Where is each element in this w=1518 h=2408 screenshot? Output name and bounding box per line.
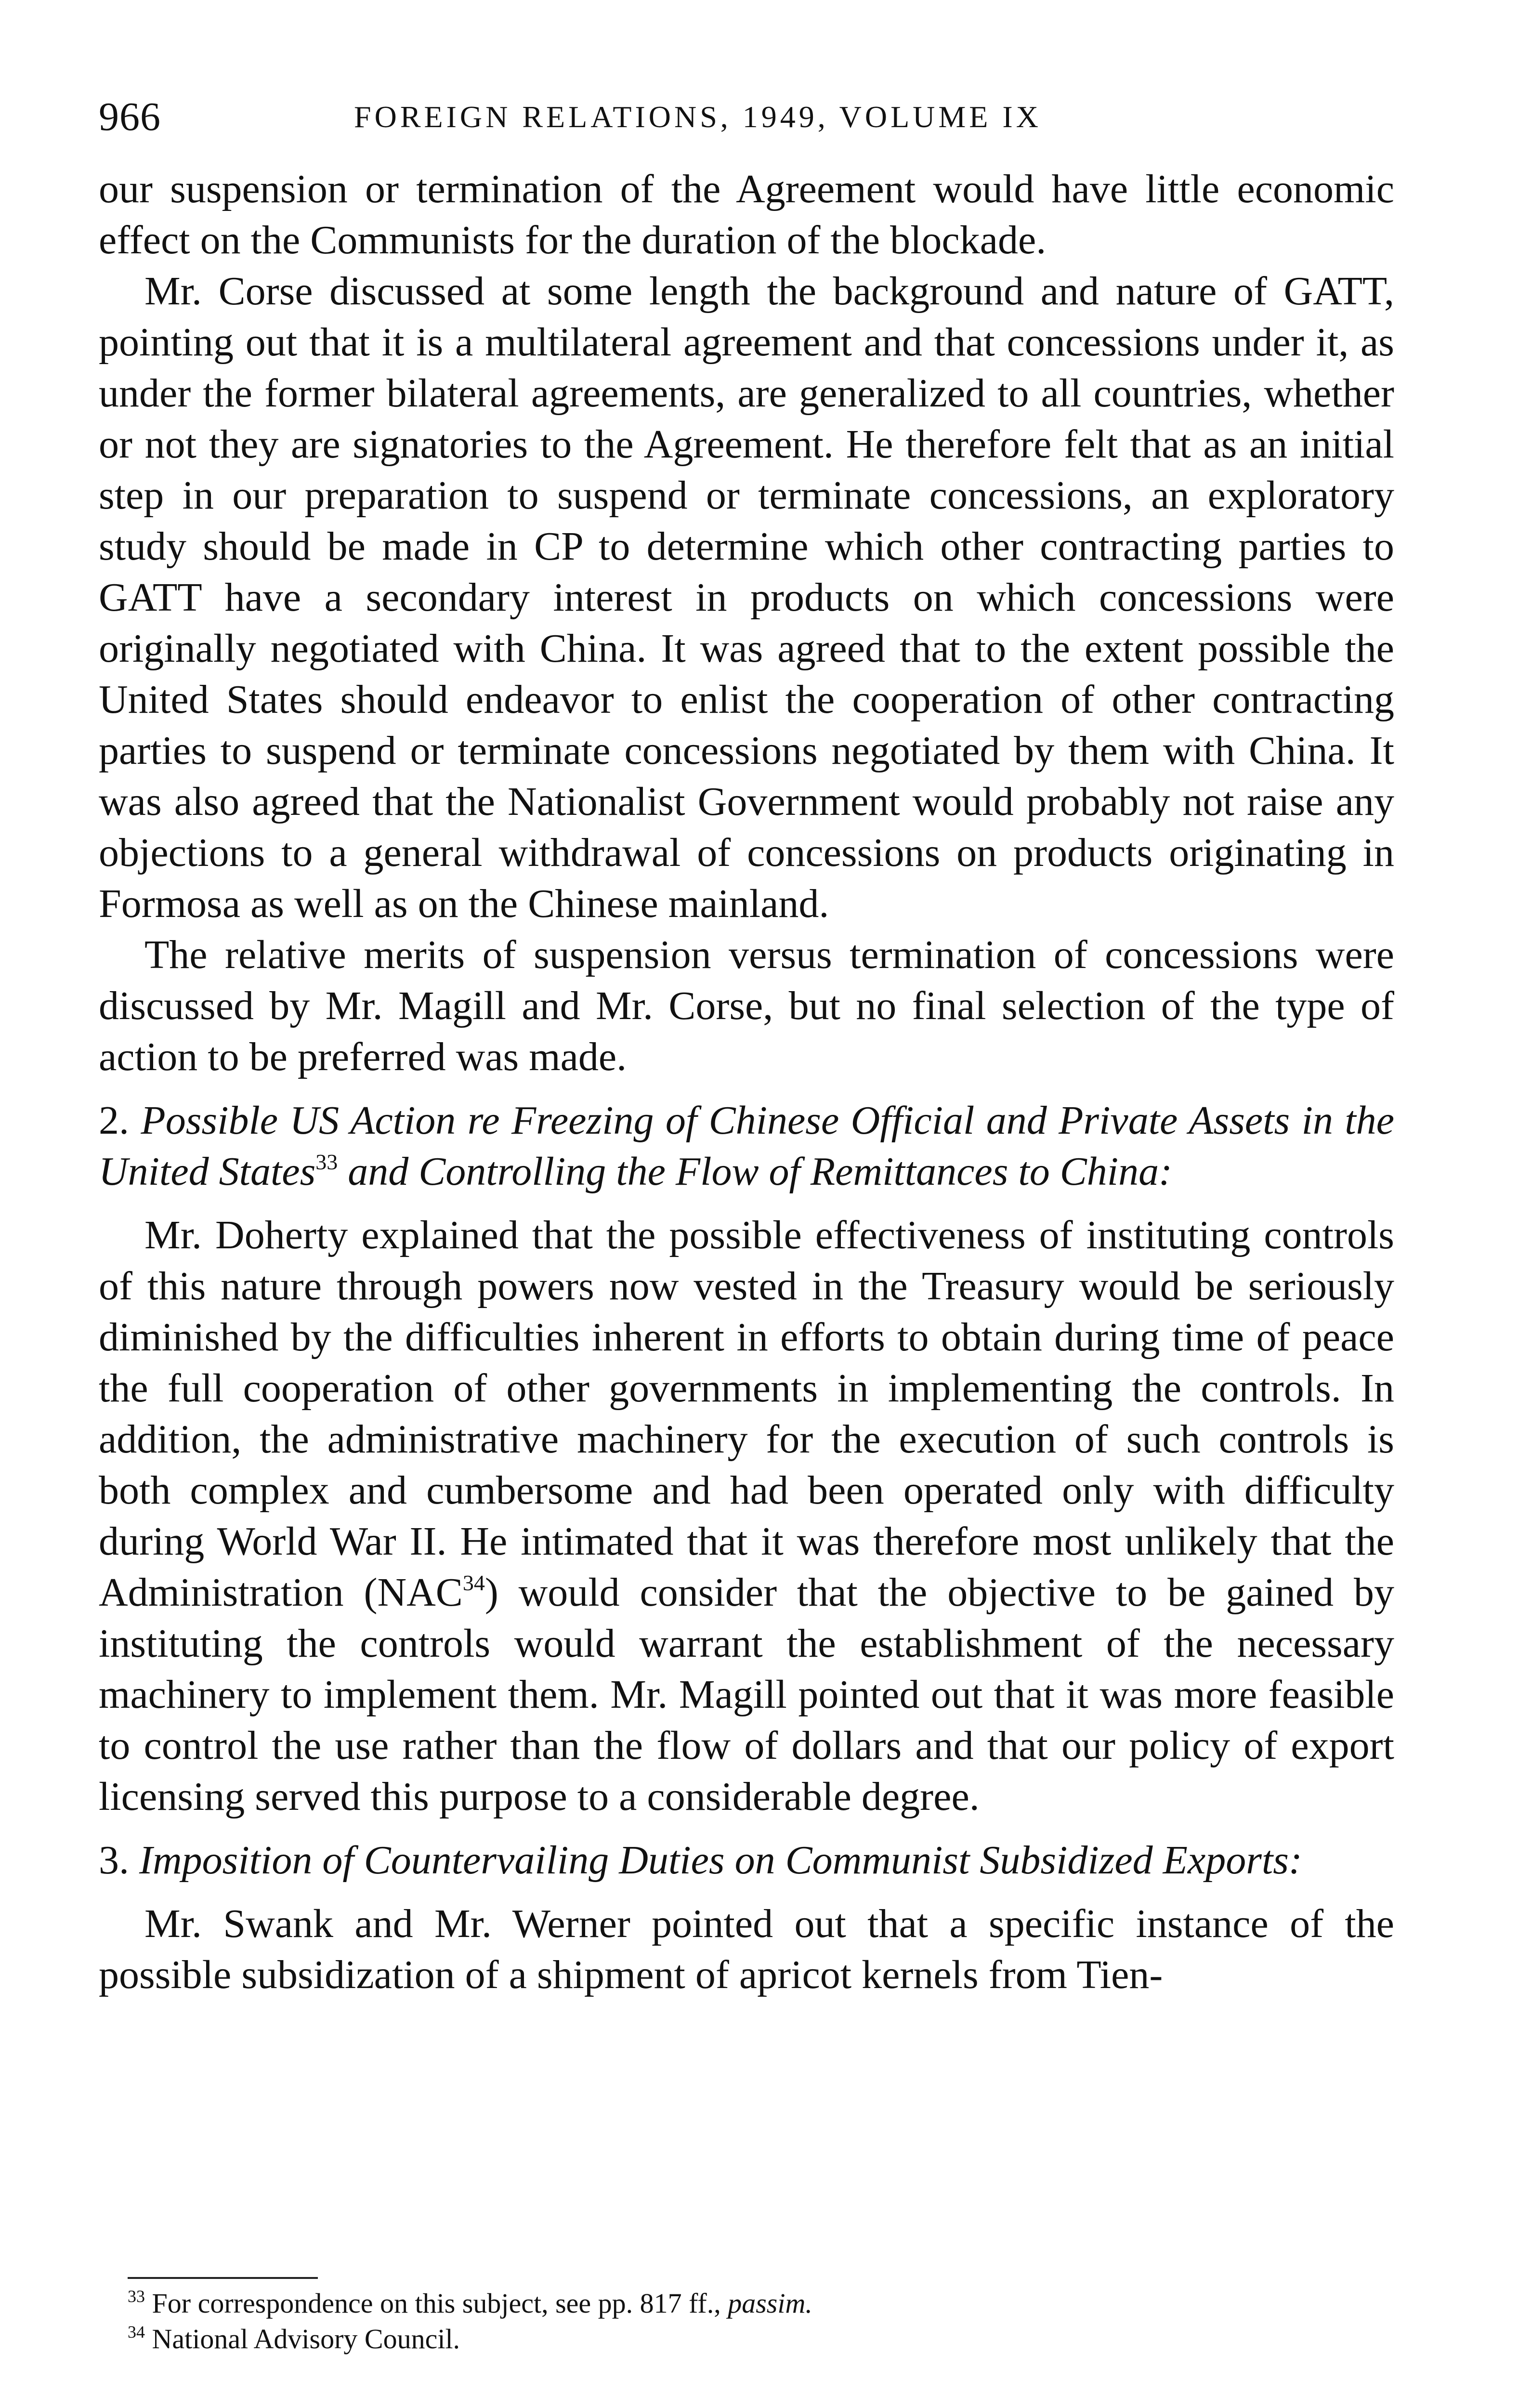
paragraph-suspension-merits: The relative merits of suspension versus termination of concessions were discussed by Mr. Magill and Mr. Corse, but no final selection of the type of action to be preferred was made. [99,932,1394,1079]
paragraph-swank-werner: Mr. Swank and Mr. Werner pointed out that a specific instance of the possible subsidization of a shipment of apricot kernels from Tien- [99,1901,1394,1997]
footnote-marker: 33 [128,2287,145,2306]
section-number: 2. [99,1098,129,1143]
paragraph-doherty [99,1210,1394,1822]
section-title-part-b: and Controlling the Flow of Remittances to China: [348,1149,1173,1194]
body-text [99,164,1394,2001]
paragraph-doherty-part-a: Mr. Doherty explained that the possible effectiveness of instituting controls of this nature through powers now vested in the Treasury would be seriously diminished by the difficulties inherent in efforts to obtain during time of peace the full cooperation of other governments in implementing the controls. In addition, the administrative machinery for the execution of such controls is both complex and cumbersome and had been operated only with difficulty during World War II. He intimated that it was therefore most unlikely that the Administration (NAC [99,1213,1394,1615]
paragraph-doherty-part-b: ) would consider that the objective to be gained by instituting the controls would warrant the establishment of the necessary machinery to implement them. Mr. Magill pointed out that it was more feasible to control the use rather than the flow of dollars and that our policy of export licensing served this purpose to a considerable degree. [99,1570,1394,1819]
section-number: 3. [99,1838,129,1883]
section-title-part-a: Possible US Action re Freezing of Chinese Official and Private Assets in the United States [99,1098,1395,1194]
footnote-divider [128,2277,318,2279]
running-title: FOREIGN RELATIONS, 1949, VOLUME IX [354,100,1042,134]
footnote-ref-34: 34 [462,1570,485,1595]
footnote-ref-33: 33 [315,1150,338,1174]
footnote-text: For correspondence on this subject, see pp. 817 ff., [152,2288,721,2319]
section-heading-2 [99,1095,1394,1197]
footnotes [128,2286,1380,2357]
page-number: 966 [99,94,161,139]
footnote-italic-text: passim. [728,2288,812,2319]
running-head [99,91,1394,144]
paragraph-continuation: our suspension or termination of the Agreement would have little economic effect on the Communists for the duration of the blockade. [99,167,1394,262]
section-title: Imposition of Countervailing Duties on Communist Subsidized Exports: [139,1838,1302,1883]
paragraph-gatt-discussion: Mr. Corse discussed at some length the background and nature of GATT, pointing out that it is a multilateral agreement and that concessions under it, as under the former bilateral agreements, are generalized to all countries, whether or not they are signatories to the Agreement. He therefore felt that as an initial step in our preparation to suspend or terminate concessions, an exploratory study should be made in CP to determine which other contracting parties to GATT have a secondary interest in products on which concessions were originally negotiated with China. It was agreed that to the extent possible the United States should endeavor to enlist the cooperation of other contracting parties to suspend or terminate concessions negotiated by them with China. It was also agreed that the Nationalist Government would probably not raise any objections to a general withdrawal of concessions on products originating in Formosa as well as on the Chinese mainland. [99,269,1394,926]
footnote-34 [128,2321,1380,2357]
section-heading-3 [99,1835,1394,1886]
footnote-text: National Advisory Council. [152,2323,460,2355]
footnote-marker: 34 [128,2322,145,2342]
footnote-33 [128,2286,1380,2321]
